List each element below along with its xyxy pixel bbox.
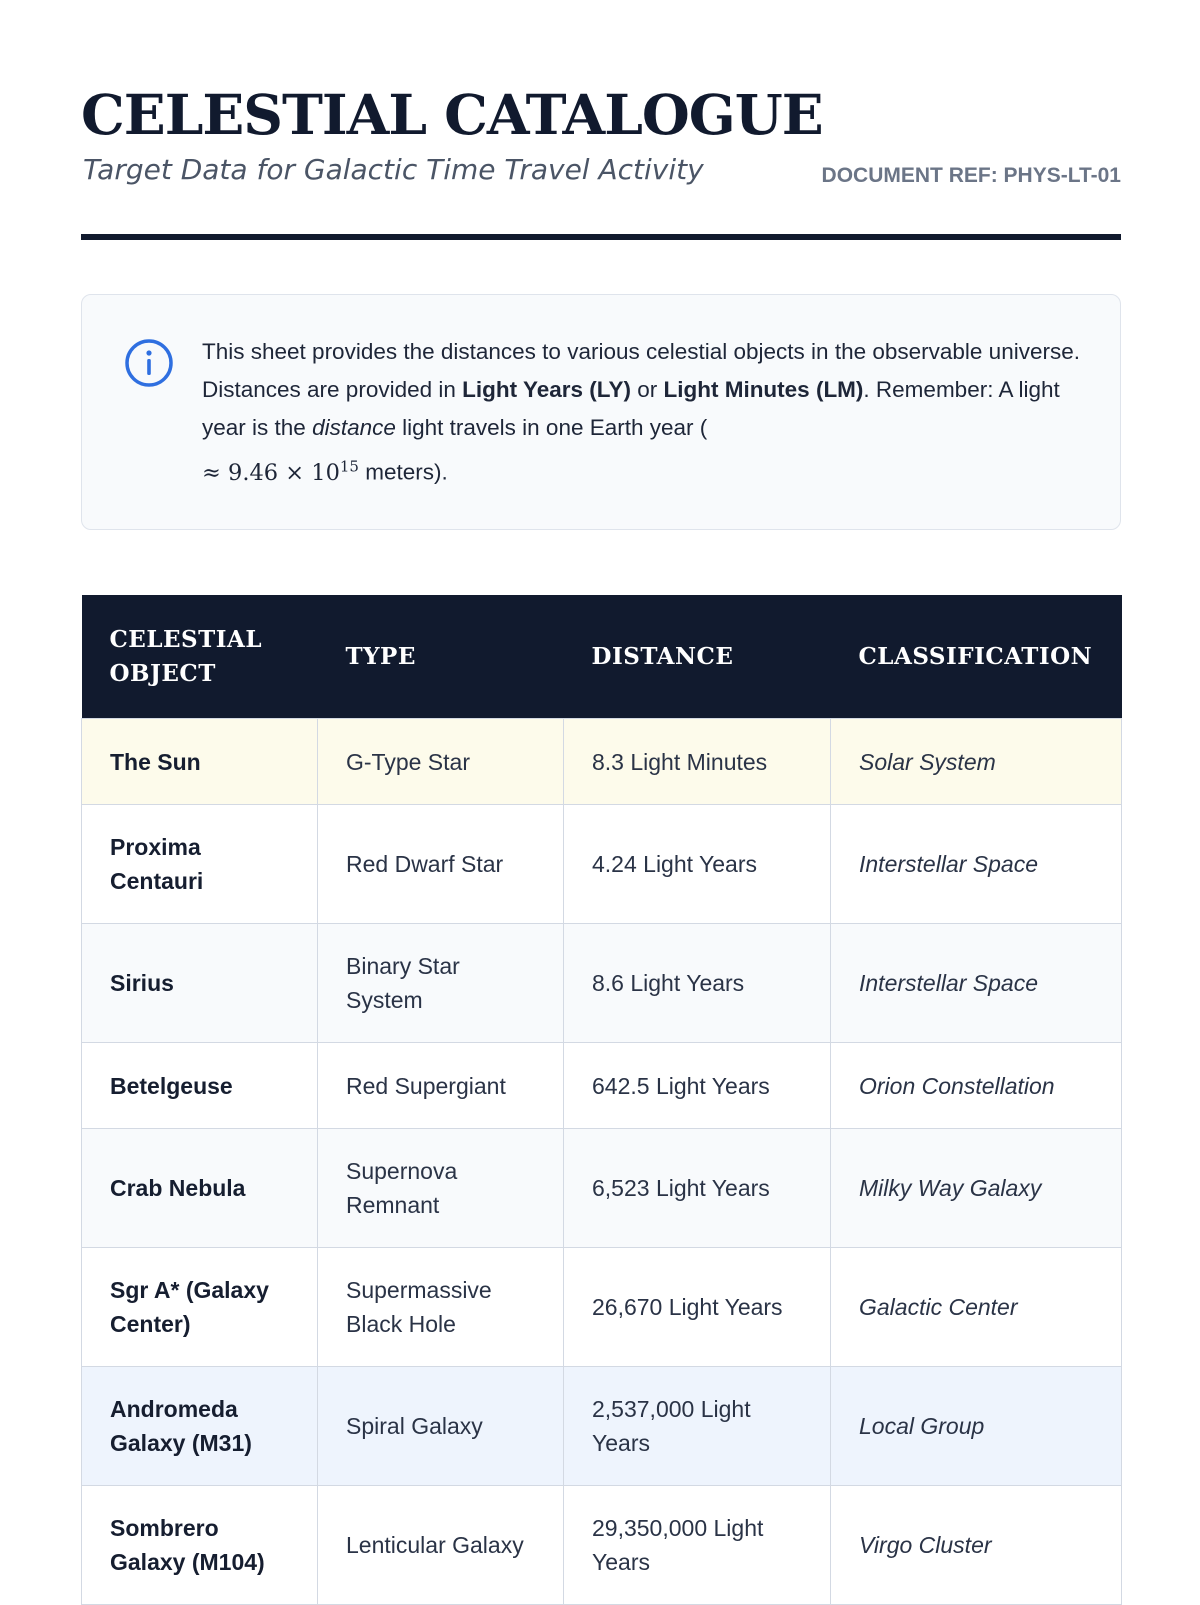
cell-classification: Galactic Center — [831, 1248, 1122, 1367]
light-minutes-term: Light Minutes (LM) — [663, 377, 864, 402]
header-divider — [81, 234, 1121, 240]
cell-object: Proxima Centauri — [82, 805, 318, 924]
page-subtitle: Target Data for Galactic Time Travel Activity — [83, 153, 704, 186]
cell-distance: 642.5 Light Years — [564, 1043, 831, 1129]
distance-term: distance — [312, 415, 396, 440]
cell-type: Binary Star System — [318, 924, 564, 1043]
cell-classification: Solar System — [831, 719, 1122, 805]
cell-distance: 4.24 Light Years — [564, 805, 831, 924]
info-box — [81, 294, 1121, 530]
cell-type: Red Dwarf Star — [318, 805, 564, 924]
table-row — [82, 719, 1122, 805]
cell-object: Crab Nebula — [82, 1129, 318, 1248]
cell-distance: 26,670 Light Years — [564, 1248, 831, 1367]
cell-object: The Sun — [82, 719, 318, 805]
celestial-table — [81, 595, 1122, 1605]
cell-distance: 2,537,000 Light Years — [564, 1367, 831, 1486]
table-row — [82, 805, 1122, 924]
cell-object: Sgr A* (Galaxy Center) — [82, 1248, 318, 1367]
cell-distance: 8.6 Light Years — [564, 924, 831, 1043]
header-distance: DISTANCE — [564, 595, 831, 719]
cell-object: Betelgeuse — [82, 1043, 318, 1129]
table-row — [82, 1043, 1122, 1129]
cell-classification: Milky Way Galaxy — [831, 1129, 1122, 1248]
header-celestial-object: CELESTIAL OBJECT — [82, 595, 318, 719]
cell-classification: Interstellar Space — [831, 805, 1122, 924]
table-row — [82, 1248, 1122, 1367]
table-header-row — [82, 595, 1122, 719]
cell-type: Supernova Remnant — [318, 1129, 564, 1248]
page-title: CELESTIAL CATALOGUE — [81, 82, 823, 147]
cell-object: Sombrero Galaxy (M104) — [82, 1486, 318, 1605]
light-years-term: Light Years (LY) — [462, 377, 631, 402]
header-classification: CLASSIFICATION — [831, 595, 1122, 719]
cell-classification: Virgo Cluster — [831, 1486, 1122, 1605]
cell-type: Red Supergiant — [318, 1043, 564, 1129]
table-row — [82, 924, 1122, 1043]
table-row — [82, 1486, 1122, 1605]
cell-distance: 29,350,000 Light Years — [564, 1486, 831, 1605]
cell-object: Sirius — [82, 924, 318, 1043]
info-icon — [124, 338, 174, 388]
light-year-formula: ≈ $9.46 \times 10^{15}$ — [202, 457, 359, 486]
cell-classification: Local Group — [831, 1367, 1122, 1486]
cell-type: G-Type Star — [318, 719, 564, 805]
cell-type: Supermassive Black Hole — [318, 1248, 564, 1367]
info-text: This sheet provides the distances to various celestial objects in the observable universe. Distances are provided in Light Years (LY) or Light Minutes (LM). Remember: A light year is the distance light travels in one Earth year ( ≈ $9.46 \times 10^{15}$ meters). — [202, 339, 1080, 486]
cell-type: Lenticular Galaxy — [318, 1486, 564, 1605]
cell-object: Andromeda Galaxy (M31) — [82, 1367, 318, 1486]
cell-distance: 8.3 Light Minutes — [564, 719, 831, 805]
table-row — [82, 1129, 1122, 1248]
cell-classification: Interstellar Space — [831, 924, 1122, 1043]
header-type: TYPE — [318, 595, 564, 719]
document-reference: DOCUMENT REF: PHYS-LT-01 — [821, 164, 1121, 187]
cell-classification: Orion Constellation — [831, 1043, 1122, 1129]
cell-type: Spiral Galaxy — [318, 1367, 564, 1486]
cell-distance: 6,523 Light Years — [564, 1129, 831, 1248]
table-row — [82, 1367, 1122, 1486]
